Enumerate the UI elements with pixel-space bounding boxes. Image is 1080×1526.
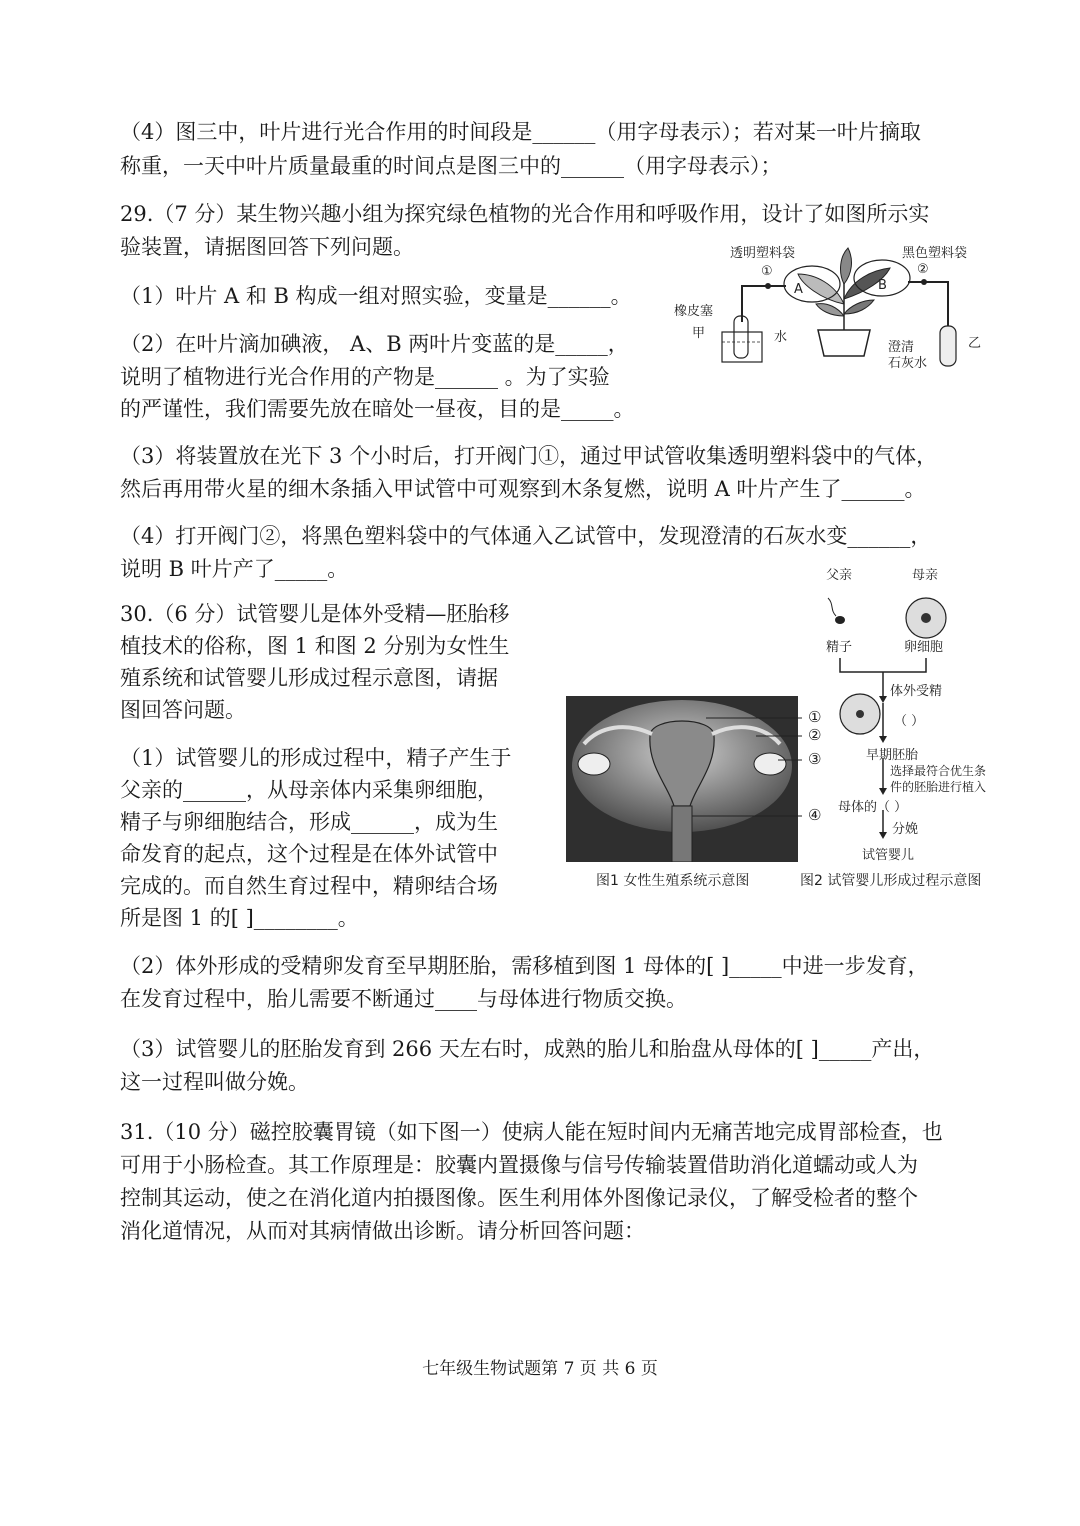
q30-part1-line2: 父亲的______，从母亲体内采集卵细胞， [120, 778, 498, 802]
label-leaf-a: A [794, 282, 803, 297]
label-water: 水 [774, 330, 788, 345]
q29-part2-line3: 的严谨性，我们需要先放在暗处一昼夜，目的是_____。 [120, 397, 635, 421]
q30-part3-line1: （3）试管婴儿的胚胎发育到 266 天左右时，成熟的胎儿和胎盘从母体的[ ]_____产出， [120, 1037, 935, 1061]
q30-heading-line3: 殖系统和试管婴儿形成过程示意图，请据 [120, 666, 498, 690]
label-clear-bag: 透明塑料袋 [730, 246, 796, 261]
fig2-egg: 卵细胞 [904, 640, 944, 655]
fig2-ivf: 体外受精 [890, 684, 943, 699]
fig2-baby: 试管婴儿 [862, 848, 915, 863]
q29-part1: （1）叶片 A 和 B 构成一组对照实验，变量是______。 [120, 284, 632, 308]
ovary-left-icon [578, 753, 610, 775]
fig2-blank: （ ） [894, 714, 925, 729]
q30-heading-line1: 30.（6 分）试管婴儿是体外受精—胚胎移 [120, 602, 510, 626]
fig2-select-2: 件的胚胎进行植入 [890, 780, 987, 794]
fig2-select-1: 选择最符合优生条 [890, 764, 987, 778]
leaf-a-icon [798, 274, 844, 304]
q31-line3: 控制其运动，使之在消化道内拍摄图像。医生利用体外图像记录仪，了解受检者的整个 [120, 1186, 918, 1210]
q30-part1-line3: 精子与卵细胞结合，形成______，成为生 [120, 810, 498, 834]
q29-part4-line2: 说明 B 叶片产了_____。 [120, 557, 349, 581]
q30-part1-line5: 完成的。而自然生育过程中，精卵结合场 [120, 874, 498, 898]
fig1-caption: 图1 女性生殖系统示意图 [596, 873, 750, 889]
apparatus-drawing [670, 244, 990, 370]
fig2-caption: 图2 试管婴儿形成过程示意图 [800, 873, 982, 889]
label-stopper: 橡皮塞 [674, 304, 714, 319]
fig1-marker-1: ① [808, 708, 822, 726]
tube-yi-icon [940, 326, 956, 366]
fig2-father: 父亲 [826, 568, 853, 583]
fig2-early-embryo: 早期胚胎 [866, 748, 919, 763]
q30-part1-line1: （1）试管婴儿的形成过程中，精子产生于 [120, 746, 512, 770]
q30-part3-line2: 这一过程叫做分娩。 [120, 1070, 309, 1094]
q30-figure2 [800, 562, 1000, 892]
sperm-icon [835, 616, 845, 624]
q31-line2: 可用于小肠检查。其工作原理是：胶囊内置摄像与信号传输装置借助消化道蠕动或人为 [120, 1153, 918, 1177]
q28-p4-line1: （4）图三中，叶片进行光合作用的时间段是______（用字母表示）；若对某一叶片摘取 [120, 120, 921, 144]
q30-part2-line2: 在发育过程中，胎儿需要不断通过____与母体进行物质交换。 [120, 987, 687, 1011]
q30-part1-line6: 所是图 1 的[ ]________。 [120, 906, 359, 930]
label-black-bag: 黑色塑料袋 [902, 246, 968, 261]
q29-heading-line1: 29.（7 分）某生物兴趣小组为探究绿色植物的光合作用和呼吸作用，设计了如图所示实 [120, 202, 930, 226]
ovary-right-icon [754, 753, 786, 775]
fig2-sperm: 精子 [826, 640, 853, 655]
q29-apparatus-figure [670, 244, 990, 370]
label-leaf-b: B [878, 278, 887, 293]
q30-part1-line4: 命发育的起点，这个过程是在体外试管中 [120, 842, 498, 866]
q29-part3-line2: 然后再用带火星的细木条插入甲试管中可观察到木条复燃，说明 A 叶片产生了______。 [120, 477, 926, 501]
q29-part2-line1: （2）在叶片滴加碘液， A、B 两叶片变蓝的是_____， [120, 332, 629, 356]
q29-part4-line1: （4）打开阀门②，将黑色塑料袋中的气体通入乙试管中，发现澄清的石灰水变______， [120, 524, 932, 548]
label-valve-2: ② [917, 262, 929, 277]
q31-line1: 31.（10 分）磁控胶囊胃镜（如下图一）使病人能在短时间内无痛苦地完成胃部检查，也 [120, 1120, 943, 1144]
q30-heading-line4: 图回答问题。 [120, 698, 246, 722]
fig2-mother-part: 母体的（ ） [838, 800, 908, 815]
vagina-icon [672, 806, 692, 862]
fig1-marker-2: ② [808, 726, 822, 744]
label-tube-yi: 乙 [968, 336, 982, 351]
label-valve-1: ① [761, 264, 773, 279]
label-limewater-2: 石灰水 [888, 356, 928, 371]
label-tube-jia: 甲 [692, 326, 706, 341]
q31-line4: 消化道情况，从而对其病情做出诊断。请分析回答问题： [120, 1219, 645, 1243]
q29-heading-line2: 验装置，请据图回答下列问题。 [120, 235, 414, 259]
q28-p4-line2: 称重，一天中叶片质量最重的时间点是图三中的______（用字母表示）； [120, 154, 782, 178]
valve-2-icon [921, 279, 927, 285]
page-footer: 七年级生物试题第 7 页 共 6 页 [422, 1359, 658, 1379]
fig1-marker-3: ③ [808, 750, 822, 768]
fig1-marker-4: ④ [808, 806, 822, 824]
label-limewater-1: 澄清 [888, 340, 915, 355]
q29-part2-line2: 说明了植物进行光合作用的产物是______ 。为了实验 [120, 365, 610, 389]
q30-heading-line2: 植技术的俗称，图 1 和图 2 分别为女性生 [120, 634, 510, 658]
q29-part3-line1: （3）将装置放在光下 3 个小时后，打开阀门①，通过甲试管收集透明塑料袋中的气体， [120, 444, 938, 468]
flower-pot-icon [818, 330, 870, 356]
tube-jia-icon [734, 316, 748, 358]
fig2-delivery: 分娩 [892, 822, 919, 837]
q30-part2-line1: （2）体外形成的受精卵发育至早期胚胎，需移植到图 1 母体的[ ]_____中进一步发育， [120, 954, 929, 978]
valve-1-icon [765, 283, 771, 289]
fig2-mother: 母亲 [912, 568, 939, 583]
